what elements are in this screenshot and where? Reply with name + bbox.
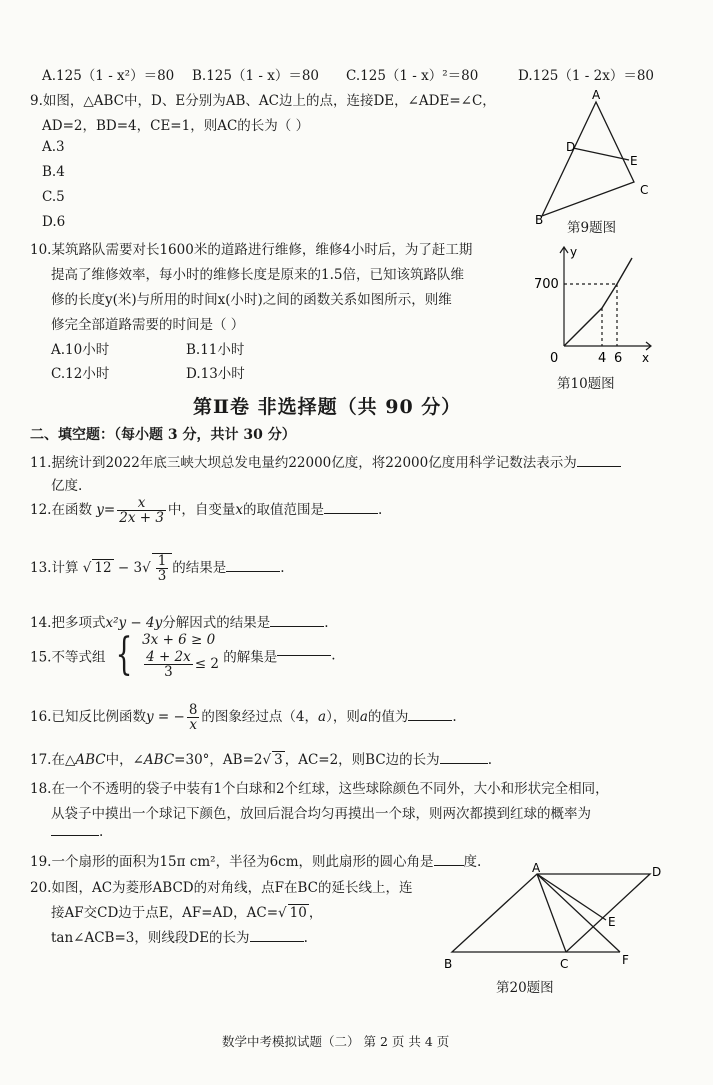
- q16-denominator: x: [189, 717, 197, 734]
- fig20-label-e: E: [608, 915, 616, 929]
- q12-post: 中，自变量: [167, 502, 236, 519]
- fig9-label-b: B: [535, 213, 544, 227]
- q12-denominator: 2x + 3: [119, 510, 164, 527]
- q17-end: .: [487, 752, 492, 768]
- q16-post: 的图象经过点（4，: [201, 709, 319, 726]
- q20-line1: 20.如图，AC为菱形ABCD的对角线，点F在BC的延长线上，连: [30, 880, 413, 896]
- fig20-label-d: D: [652, 865, 662, 879]
- q11-line2: 亿度.: [51, 478, 83, 494]
- fig10-y-tick: 700: [534, 277, 559, 292]
- q13-radicand: 12: [94, 560, 112, 577]
- q16-end: .: [452, 709, 457, 726]
- q18-line2: 从袋子中摸出一个球记下颜色，放回后混合均匀再摸出一个球，则两次都摸到红球的概率为: [51, 806, 591, 822]
- q19-text: 19.一个扇形的面积为15π cm²，半径为6cm，则此扇形的圆心角是: [30, 854, 434, 870]
- q17-answer-blank[interactable]: [440, 762, 488, 764]
- q14-line: [30, 611, 329, 631]
- q11-line1: [30, 451, 621, 471]
- q17-post: ，AC=2，则BC边的长为: [284, 752, 440, 768]
- q12-end: .: [378, 502, 383, 519]
- q13-answer-blank[interactable]: [226, 570, 280, 572]
- q13-end: .: [280, 560, 285, 577]
- q18-line3: [51, 824, 103, 840]
- q14-expression: x²y − 4y: [105, 615, 163, 631]
- q15-numerator: 4 + 2x: [146, 648, 191, 665]
- q10-stem-line1: 10.某筑路队需要对长1600米的道路进行维修，维修4小时后，为了赶工期: [30, 242, 473, 258]
- q15-post: 的解集是: [223, 649, 278, 666]
- q16-pre: 16.已知反比例函数: [30, 709, 146, 726]
- q9-stem-line2: AD=2，BD=4，CE=1，则AC的长为（ ）: [42, 118, 310, 134]
- q16-lhs: y = −: [145, 709, 185, 726]
- q9-option-a: A.3: [42, 139, 65, 155]
- q20-radicand: 10: [289, 905, 307, 921]
- fig9-label-a: A: [592, 88, 601, 102]
- q17-radicand: 3: [274, 752, 283, 768]
- q15-relation: ≤ 2: [194, 655, 219, 672]
- fig9-label-d: D: [566, 140, 576, 154]
- q12-post2: 的取值范围是: [243, 502, 325, 519]
- q15-denominator: 3: [164, 663, 173, 680]
- q17-pre: 17.在△: [30, 752, 76, 768]
- q9-option-d: D.6: [42, 214, 66, 230]
- fig9-caption: 第9题图: [567, 220, 617, 236]
- q16-line: [30, 703, 457, 732]
- fig9-label-e: E: [630, 154, 638, 168]
- fig10-y-label: y: [570, 245, 578, 259]
- fig20-label-c: C: [560, 957, 569, 971]
- q13-minus: − 3: [117, 560, 143, 577]
- q16-numerator: 8: [188, 702, 198, 718]
- q17-line: 17.在△ABC中，∠ABC=30°，AB=2√ 3 ，AC=2，则BC边的长为 .: [30, 752, 492, 768]
- q17-coef: 2: [253, 752, 263, 768]
- q20-line2-post: ，: [308, 905, 323, 921]
- q10-stem-line4: 修完全部道路需要的时间是（ ）: [51, 317, 245, 333]
- q12-line: [30, 496, 382, 525]
- q11-answer-blank[interactable]: [577, 465, 621, 467]
- q14-answer-blank[interactable]: [270, 625, 324, 627]
- fig20-label-b: B: [444, 957, 453, 971]
- figure-q10: [530, 238, 660, 372]
- q12-numerator: x: [117, 496, 166, 511]
- q18-end: .: [99, 824, 104, 840]
- page-footer: 数学中考模拟试题（二） 第 2 页 共 4 页: [222, 1034, 450, 1049]
- q15-answer-blank[interactable]: [277, 654, 331, 656]
- q16-fraction: [187, 703, 200, 732]
- q13-line: 13.计算 √ 12 − 3√ $\frac{1}{3}$ 的结果是 .: [30, 553, 285, 585]
- q19-end: 度.: [463, 854, 482, 870]
- q19-line: [30, 850, 481, 870]
- q13-numerator: 1: [157, 553, 167, 569]
- q16-post3: 的值为: [367, 709, 409, 726]
- q9-option-c: C.5: [42, 189, 65, 205]
- q10-stem-line2: 提高了维修效率，每小时的维修长度是原来的1.5倍，已知该筑路队维: [51, 267, 464, 283]
- q11-text: 11.据统计到2022年底三峡大坝总发电量约22000亿度，将22000亿度用科学记数法表示为: [30, 455, 577, 471]
- q10-option-d: D.13小时: [186, 366, 245, 382]
- q20-line3: [51, 926, 308, 946]
- q12-pre: 12.在函数: [30, 502, 92, 519]
- q15-brace: {: [115, 629, 133, 681]
- q18-line1: 18.在一个不透明的袋子中装有1个白球和2个红球，这些球除颜色不同外，大小和形状完全相同，: [30, 781, 609, 797]
- q20-line3-text: tan∠ACB=3，则线段DE的长为: [51, 930, 250, 946]
- q9-option-b: B.4: [42, 164, 65, 180]
- fig20-caption: 第20题图: [496, 980, 554, 996]
- q20-line2-pre: 接AF交CD边于点E，AF=AD，AC=: [51, 905, 279, 921]
- q12-answer-blank[interactable]: [324, 512, 378, 514]
- fig20-label-f: F: [622, 953, 629, 967]
- q15-fraction: [144, 650, 193, 679]
- q18-answer-blank[interactable]: [51, 834, 99, 836]
- fill-in-section-heading: 二、填空题：（每小题 3 分，共计 30 分）: [30, 427, 296, 443]
- q16-a: a: [318, 709, 327, 726]
- fig10-x-tick-6: 6: [614, 351, 623, 366]
- q12-y: y: [96, 502, 104, 519]
- fig10-caption: 第10题图: [557, 376, 615, 392]
- q14-pre: 14.把多项式: [30, 615, 106, 631]
- q17-mid2: =30°，AB=: [174, 752, 254, 768]
- q14-end: .: [324, 615, 329, 631]
- q13-post: 的结果是: [172, 560, 227, 577]
- q14-post: 分解因式的结果是: [162, 615, 271, 631]
- q13-pre: 13.计算: [30, 560, 79, 577]
- q15-pre: 15.不等式组: [30, 649, 106, 666]
- q15-inequality-1: 3x + 6 ≥ 0: [142, 632, 216, 648]
- q8-option-b: B.125（1 - x）＝80: [192, 68, 320, 84]
- fig10-x-label: x: [642, 351, 650, 365]
- q12-var: x: [235, 502, 244, 519]
- fig20-label-a: A: [532, 862, 541, 875]
- q12-eq: =: [103, 502, 116, 519]
- q16-answer-blank[interactable]: [408, 719, 452, 721]
- figure-q20: [440, 862, 670, 972]
- q15-end: .: [331, 647, 336, 664]
- q15-line: [30, 629, 336, 681]
- q8-option-d: D.125（1 - 2x）＝80: [518, 68, 655, 84]
- q8-option-c: C.125（1 - x）²＝80: [346, 68, 479, 84]
- q20-end: .: [303, 930, 308, 946]
- q13-denominator: 3: [157, 568, 167, 585]
- q20-answer-blank[interactable]: [250, 940, 304, 942]
- fig10-x-tick-4: 4: [598, 351, 607, 366]
- q17-abc: ABC: [75, 752, 106, 768]
- q10-option-b: B.11小时: [186, 342, 245, 358]
- q16-a-2: a: [359, 709, 368, 726]
- part2-title: 第Ⅱ卷 非选择题（共 90 分）: [193, 396, 462, 418]
- q12-fraction: [117, 496, 166, 525]
- q16-post2: ），则: [326, 709, 360, 726]
- q20-line2: 接AF交CD边于点E，AF=AD，AC=√ 10 ，: [51, 905, 323, 921]
- q13-fraction: [156, 554, 169, 583]
- q10-stem-line3: 修的长度y(米)与所用的时间x(小时)之间的函数关系如图所示，则维: [51, 292, 452, 308]
- q9-stem-line1: 9.如图，△ABC中，D、E分别为AB、AC边上的点，连接DE，∠ADE=∠C，: [30, 93, 496, 109]
- q17-mid: 中，∠: [105, 752, 144, 768]
- q15-system: [142, 632, 219, 679]
- q10-option-a: A.10小时: [51, 342, 110, 358]
- q8-option-a: A.125（1 - x²）＝80: [42, 68, 175, 84]
- q17-abc2: ABC: [143, 752, 175, 768]
- fig10-origin: 0: [550, 351, 559, 366]
- fig9-label-c: C: [640, 183, 649, 197]
- q10-option-c: C.12小时: [51, 366, 110, 382]
